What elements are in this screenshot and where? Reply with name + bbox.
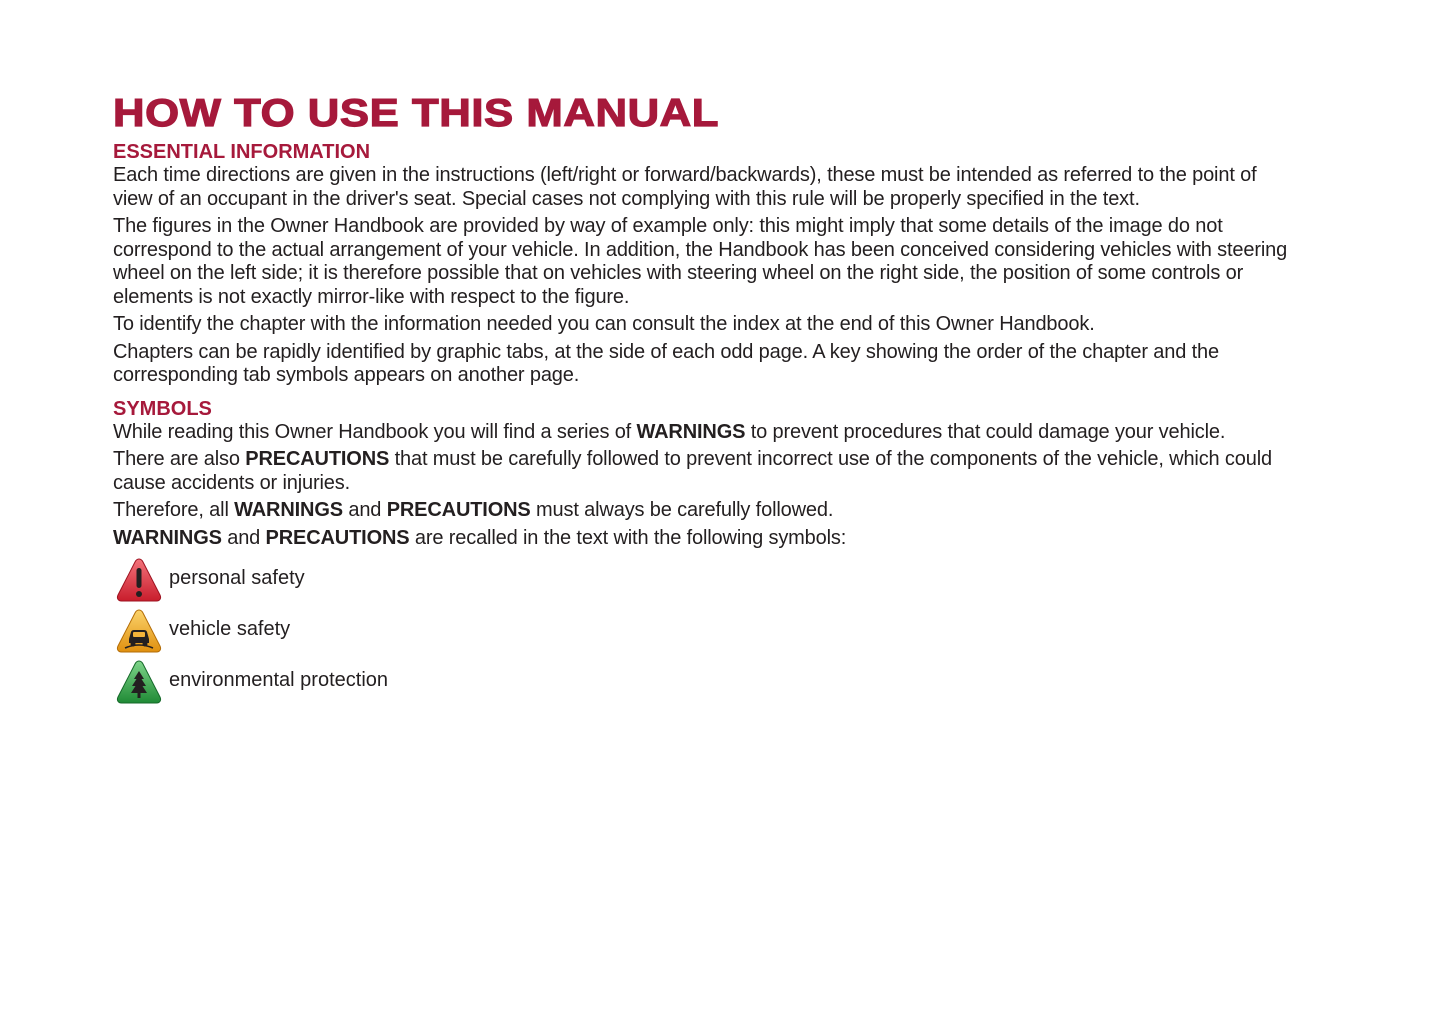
essential-paragraph-tabs: Chapters can be rapidly identified by graphic tabs, at the side of each odd page. A key showing the order of the chapter and the corresponding tab symbols appears on another page. — [113, 340, 1219, 386]
essential-paragraph-figures: The figures in the Owner Handbook are provided by way of example only: this might imply that some details of the image do not correspond to the actual arrangement of your vehicle. In addition, the Handbook has been conceived considering vehicles with steering wheel on the left side; it is therefore possible that on vehicles with steering wheel on the right side, the position of some controls or elements is not exactly mirror-like with respect to the figure. — [113, 215, 1288, 308]
precautions-term: PRECAUTIONS — [265, 526, 410, 549]
warnings-term: WARNINGS — [636, 420, 746, 443]
symbol-label: vehicle safety — [169, 617, 291, 640]
precautions-term: PRECAUTIONS — [386, 499, 531, 521]
page-title: HOW TO USE THIS MANUAL — [113, 92, 720, 135]
symbol-label: environmental protection — [169, 668, 389, 691]
manual-page — [113, 92, 1293, 707]
essential-information-heading: ESSENTIAL INFORMATION — [113, 141, 371, 163]
symbols-heading: SYMBOLS — [113, 397, 212, 420]
symbols-paragraph-precautions: There are also PRECAUTIONS that must be carefully followed to prevent incorrect use of the components of the vehicle, which could cause accidents or injuries. — [113, 448, 1272, 494]
warnings-term: WARNINGS — [113, 526, 222, 549]
symbols-paragraph-warnings: While reading this Owner Handbook you will find a series of WARNINGS to prevent procedures that could damage your vehicle. — [113, 420, 1226, 443]
symbols-paragraph-recalled: WARNINGS and PRECAUTIONS are recalled in the text with the following symbols: — [113, 526, 847, 549]
personal-safety-warning-icon — [115, 557, 163, 603]
precautions-term: PRECAUTIONS — [245, 448, 390, 470]
essential-paragraph-index: To identify the chapter with the information needed you can consult the index at the end of this Owner Handbook. — [113, 313, 1095, 335]
symbol-label: personal safety — [169, 566, 305, 589]
symbol-item-personal-safety — [113, 554, 1293, 605]
symbol-item-environmental-protection — [113, 656, 1293, 707]
symbol-list — [113, 554, 1293, 707]
essential-paragraph-directions: Each time directions are given in the instructions (left/right or forward/backwards), these must be intended as referred to the point of view of an occupant in the driver's seat. Special cases not complying with this rule will be properly specified in the text. — [113, 164, 1257, 210]
environmental-protection-icon — [115, 659, 163, 705]
vehicle-safety-warning-icon — [115, 608, 163, 654]
symbol-item-vehicle-safety — [113, 605, 1293, 656]
warnings-term: WARNINGS — [234, 499, 343, 521]
symbols-paragraph-therefore: Therefore, all WARNINGS and PRECAUTIONS must always be carefully followed. — [113, 499, 834, 521]
